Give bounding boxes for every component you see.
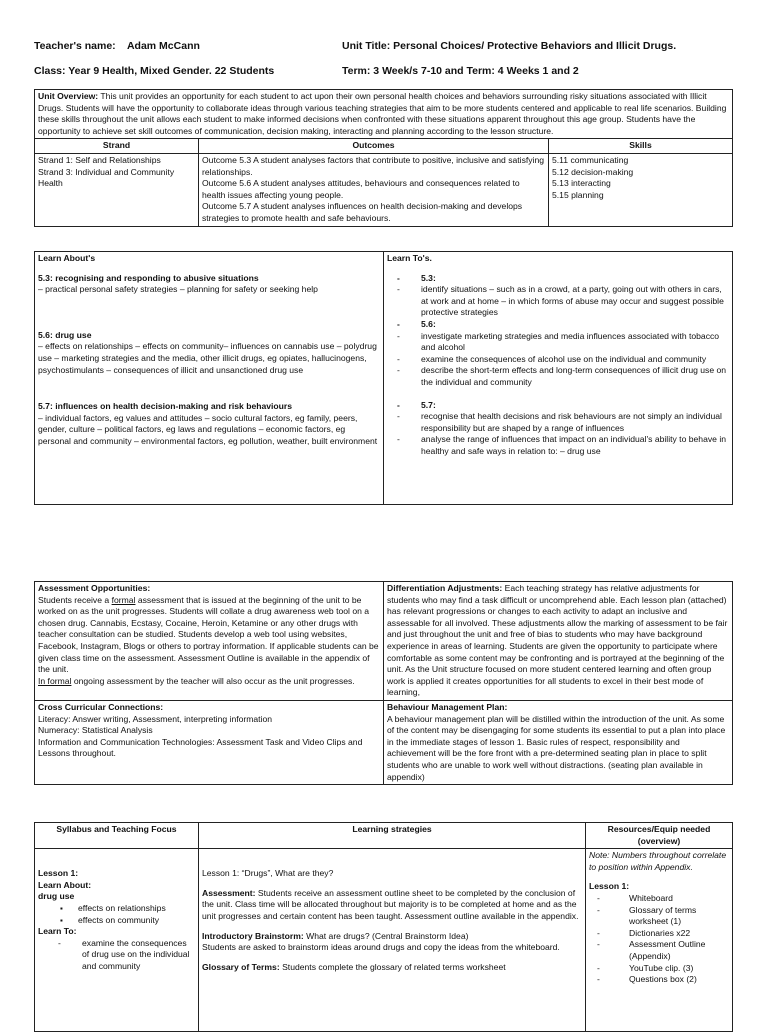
teacher-label: Teacher's name:: [34, 40, 116, 52]
teacher-name-line: [34, 40, 200, 52]
glossary-text: Students complete the glossary of related terms worksheet: [279, 961, 506, 972]
learn-to-item: - examine the consequences of alcohol use on the individual and community: [387, 354, 729, 366]
learn-to-56-title: - 5.6:: [387, 319, 729, 331]
learn-to-item: - describe the short-term effects and long-term consequences of illicit drug use on the individual and community: [387, 365, 729, 388]
glossary-paragraph: [202, 962, 582, 974]
assessment-row: [35, 582, 733, 701]
resource-item: - Glossary of terms worksheet (1): [589, 905, 729, 928]
learn-to-53-title: - 5.3:: [387, 273, 729, 285]
overview-row: [35, 90, 733, 139]
behaviour-title: Behaviour Management Plan:: [387, 701, 508, 712]
learn-about-item: ▪ effects on community: [38, 915, 195, 927]
learn-table: [34, 251, 733, 505]
strand-item: Strand 1: Self and Relationships: [38, 154, 161, 165]
unit-overview-table: [34, 89, 733, 227]
overview-text: This unit provides an opportunity for each student to act upon their own personal health choices and behaviors surrounding risky situations associated with Illicit Drugs. Students will have the opportunity to collaborate ideas through various teaching strategies that aim to be more students centered and applicable to real life scenarios. Building these skills throughout the unit allows each student to make informed decisions when confronted with these situations apparent throughout this age group. Students have the opportunity to achieve set skill outcomes of communication, decision making, interacting and planning according to the lesson structure.: [38, 91, 727, 136]
informal-paragraph: [38, 676, 380, 688]
class-info: Class: Year 9 Health, Mixed Gender. 22 Students: [34, 65, 275, 77]
learn-to-label: Learn To:: [38, 926, 77, 937]
differentiation-text: Each teaching strategy has relative adjustments for students who may find a task difficult or uncomprehend able. Each lesson plan (attached) has relevant progressions or changes to each activity to adapt an inclusive and assessable for all involved. These adjustments allow the marking of assessment to be fair and just throughout the unit and free of bias to students who may have background experience in areas of learning. Students are given the opportunity to participate where comfortable as some content may be confronting and is portrayed at the beginning of the unit. As the Unit structure focused on more student centered learning and often group work is applied it creates opportunities for all students to excel in their best mode of learning,: [387, 583, 728, 698]
cross-curricular-line: Numeracy: Statistical Analysis: [38, 725, 153, 736]
lesson-header-row: [35, 823, 733, 849]
behaviour-text: A behaviour management plan will be distilled within the introduction of the unit. As some of the content may be disengaging for some students its essential to put a plan into place in the immediate stages of lesson 1. Basic rules of respect, responsibility and achievement will be the fore front with a pre-determined seating plan in place to split students who are unable to work well without distractions. (seating plan available in appendix): [387, 713, 726, 782]
learn-to-57-title: - 5.7:: [387, 400, 729, 412]
outcome-item: Outcome 5.6 A student analyses attitudes, behaviours and consequences related to health issues affecting young people.: [202, 178, 520, 200]
skills-header: Skills: [549, 139, 733, 154]
learn-to-item: - recognise that health decisions and risk behaviours are not simply an individual responsibility but are shaped by a range of influences: [387, 411, 729, 434]
resource-item: - Whiteboard: [589, 893, 729, 905]
resources-header: Resources/Equip needed (overview): [586, 823, 733, 849]
assessment-paragraph: [38, 595, 380, 676]
resource-item: - Assessment Outline (Appendix): [589, 939, 729, 962]
term-info: Term: 3 Week/s 7-10 and Term: 4 Weeks 1 and 2: [342, 65, 579, 77]
brainstorm-question: What are drugs? (Central Brainstorm Idea): [303, 930, 469, 941]
strategies-header: Learning strategies: [199, 823, 586, 849]
outcomes-header: Outcomes: [199, 139, 549, 154]
drug-use-label: drug use: [38, 891, 75, 902]
outcomes-cell: [199, 153, 549, 226]
brainstorm-paragraph: [202, 931, 582, 943]
learn-abouts-title: Learn About's: [38, 253, 96, 263]
resource-item: - Questions box (2): [589, 974, 729, 986]
skill-item: 5.15 planning: [552, 189, 604, 200]
assessment-paragraph: [202, 888, 582, 923]
resource-item: - YouTube clip. (3): [589, 963, 729, 975]
learn-about-item: ▪ effects on relationships: [38, 903, 195, 915]
teacher-name: Adam McCann: [126, 40, 200, 52]
assessment-text: assessment that is issued at the beginning of the unit to be worked on as the unit progresses. Students will collate a drug awareness web tool on a chosen drug. Cannabis, Ecstasy, Cocaine, Heroin, Ketamine or any other drugs with teacher consultation can be studied. Students develop a web tool using websites, Facebook, Instagram, Blogs or others to portray information. If applicable students can be given class time on the assessment. Assessment Outline is available in the appendix of the unit.: [38, 594, 379, 675]
learn-to-item: - identify situations – such as in a crowd, at a party, going out with others in cars, at work and at home – in which forms of abuse may occur and suggest possible protective strategies: [387, 284, 729, 319]
cross-curricular-line: Information and Communication Technologies: Assessment Task and Video Clips and Lessons throughout.: [38, 736, 363, 759]
assessment-text: Students receive a: [38, 594, 112, 605]
resources-lesson-heading: Lesson 1:: [589, 881, 630, 892]
learn-about-56-title: 5.6: drug use: [38, 329, 92, 340]
lesson-1-heading: Lesson 1:: [38, 868, 79, 879]
cross-curricular-cell: [35, 700, 384, 784]
formal-word: formal: [111, 594, 136, 605]
brainstorm-text: Students are asked to brainstorm ideas around drugs and copy the ideas from the whiteboard.: [202, 942, 560, 953]
learn-tos-cell: [384, 252, 733, 505]
learn-abouts-cell: [35, 252, 384, 505]
planning-table: [34, 581, 733, 785]
learn-about-57-text: – individual factors, eg values and attitudes – socio cultural factors, eg family, peers, gender, culture – political factors, eg laws and regulations – economic factors, eg personal and community – environmental factors, eg pollution, weather, built environment: [38, 412, 378, 446]
unit-overview-cell: [35, 90, 733, 139]
resources-cell: [586, 849, 733, 1032]
learn-about-53-title: 5.3: recognising and responding to abusive situations: [38, 272, 259, 283]
unit-title: Unit Title: Personal Choices/ Protective Behaviors and Illicit Drugs.: [342, 40, 677, 52]
learn-row: [35, 252, 733, 505]
cross-curricular-title: Cross Curricular Connections:: [38, 701, 164, 712]
informal-text: ongoing assessment by the teacher will also occur as the unit progresses.: [71, 675, 355, 686]
behaviour-cell: [384, 700, 733, 784]
skills-cell: [549, 153, 733, 226]
lesson-1-title: Lesson 1: “Drugs”, What are they?: [202, 868, 334, 879]
learn-to-item: - examine the consequences of drug use on the individual and community: [38, 938, 195, 973]
skill-item: 5.12 decision-making: [552, 166, 634, 177]
skill-item: 5.13 interacting: [552, 178, 611, 189]
assessment-text: Students receive an assessment outline sheet to be completed by the conclusion of the unit. Class time will be allocated throughout but majority is to be completed at home and as the unit progresses and certain content has been taught. Assessment outline available in the appendix.: [202, 887, 579, 921]
learn-about-56-text: – effects on relationships – effects on community– influences on cannabis use – polydrug use – marketing strategies and the media, other illicit drugs, eg opiates, hallucinogens, psychostimulants – consequences of illicit and unsanctioned drug use: [38, 341, 377, 375]
glossary-label: Glossary of Terms:: [202, 961, 280, 972]
outcome-item: Outcome 5.7 A student analyses influences on health decision-making and develops strategies to promote health and safe behaviours.: [202, 201, 523, 223]
learn-about-53-text: – practical personal safety strategies – planning for safety or seeking help: [38, 284, 318, 295]
syllabus-header: Syllabus and Teaching Focus: [35, 823, 199, 849]
differentiation-title: Differentiation Adjustments:: [387, 583, 503, 593]
brainstorm-label: Introductory Brainstorm:: [202, 930, 304, 941]
outcome-item: Outcome 5.3 A student analyses factors that contribute to positive, inclusive and satisfying relationships.: [202, 154, 545, 177]
column-header-row: [35, 139, 733, 154]
syllabus-cell: [35, 849, 199, 1032]
lesson-1-row: [35, 849, 733, 1032]
appendix-note: Note: Numbers throughout correlate to position within Appendix.: [589, 850, 727, 872]
strand-item: Strand 3: Individual and Community Health: [38, 166, 175, 189]
strategies-cell: [199, 849, 586, 1032]
overview-label: Unit Overview:: [38, 91, 99, 101]
cross-curricular-line: Literacy: Answer writing, Assessment, interpreting information: [38, 713, 273, 724]
lesson-table: [34, 822, 733, 1032]
resource-item: - Dictionaries x22: [589, 928, 729, 940]
strand-cell: [35, 153, 199, 226]
learn-about-57-title: 5.7: influences on health decision-making and risk behaviours: [38, 401, 293, 412]
informal-word: In formal: [38, 675, 72, 686]
assessment-title: Assessment Opportunities:: [38, 583, 151, 593]
differentiation-cell: [384, 582, 733, 701]
learn-to-item: - analyse the range of influences that impact on an individual's ability to behave in healthy and safe ways in relation to: – drug use: [387, 434, 729, 457]
strand-header: Strand: [35, 139, 199, 154]
learn-tos-title: Learn To's.: [387, 253, 432, 263]
assessment-label: Assessment:: [202, 887, 256, 898]
strand-outcomes-row: [35, 153, 733, 226]
learn-about-label: Learn About:: [38, 879, 92, 890]
learn-to-item: - investigate marketing strategies and media influences associated with tobacco and alcohol: [387, 331, 729, 354]
assessment-cell: [35, 582, 384, 701]
cross-behaviour-row: [35, 700, 733, 784]
skill-item: 5.11 communicating: [552, 154, 629, 165]
